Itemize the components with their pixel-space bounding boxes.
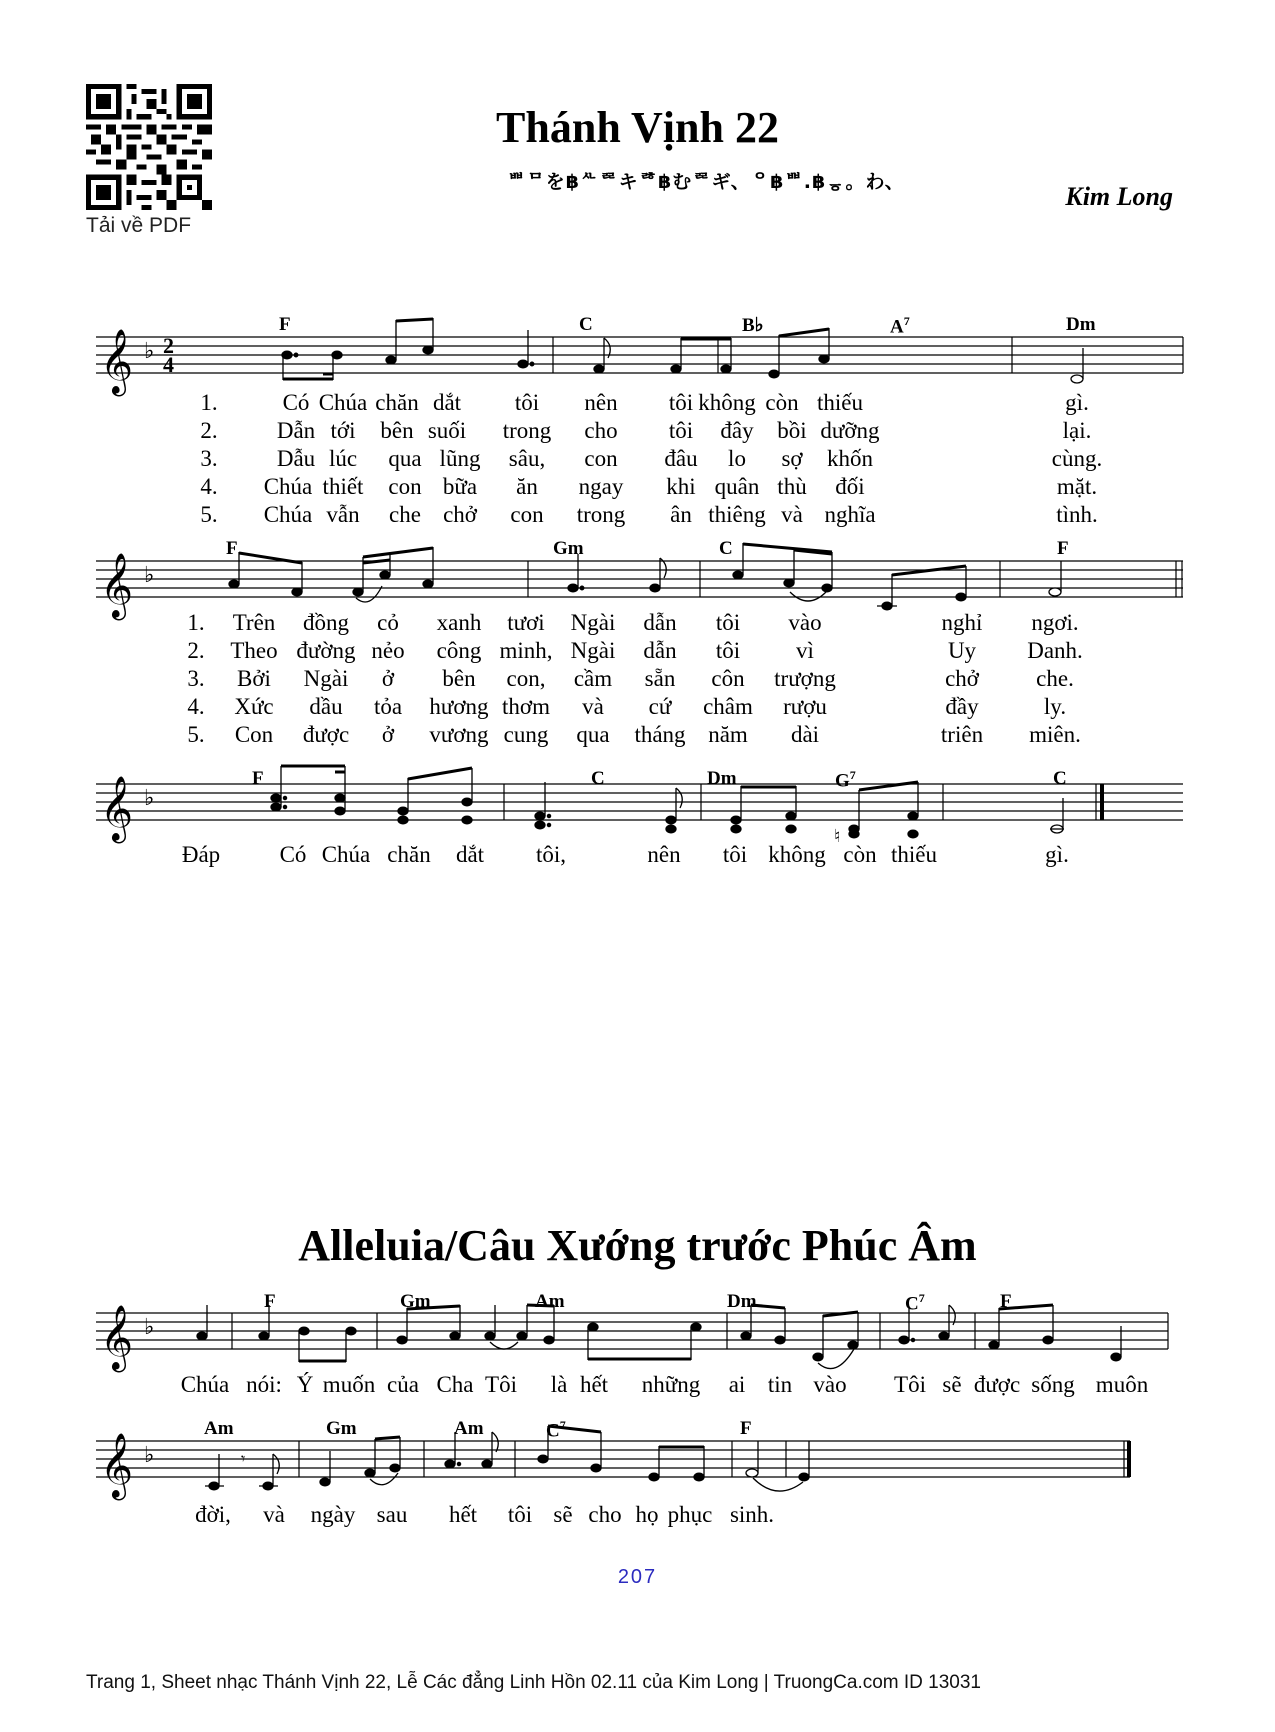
footer-caption: Trang 1, Sheet nhạc Thánh Vịnh 22, Lễ Các đẳng Linh Hồn 02.11 của Kim Long | TruongCa.com ID 13031 bbox=[86, 1672, 982, 1693]
verse-4-lyrics: 4. Chúa thiết con bữa ăn ngay khi quân thù đối mặt. bbox=[200, 474, 1098, 499]
flat-icon: ♭ bbox=[144, 1315, 155, 1340]
eighth-rest-icon: 𝄾 bbox=[241, 1451, 246, 1468]
treble-clef-icon: 𝄞 bbox=[100, 1433, 134, 1498]
chord: F bbox=[740, 1418, 752, 1439]
response-system bbox=[0, 750, 1275, 880]
chord: Am bbox=[204, 1418, 234, 1439]
chord: F bbox=[226, 538, 238, 559]
subtitle: ᄈᄆを฿ᄮᄙキᄚ฿むᄙギ、ᄋ฿ᄈ.฿ᇹ。わ、 bbox=[507, 171, 905, 193]
treble-clef-icon: 𝄞 bbox=[100, 329, 134, 394]
verse-1-lyrics: 1. Trên đồng cỏ xanh tươi Ngài dẫn tôi vào nghỉ ngơi. bbox=[187, 610, 1079, 635]
chord: Gm bbox=[400, 1291, 431, 1312]
verse-2-lyrics: 2. Theo đường nẻo công minh, Ngài dẫn tôi vì Uy Danh. bbox=[187, 638, 1083, 663]
chord: Gm bbox=[553, 538, 584, 559]
section-title: Alleluia/Câu Xướng trước Phúc Âm bbox=[298, 1221, 977, 1270]
chord: $C^7$ bbox=[546, 1418, 566, 1442]
song-title: Thánh Vịnh 22 bbox=[496, 103, 779, 152]
alleluia-lyrics-1: Chúa nói: Ý muốn của Cha Tôi là hết những ai tin vào Tôi sẽ được sống muôn bbox=[180, 1372, 1149, 1397]
chord: F bbox=[264, 1291, 276, 1312]
natural-icon: ♮ bbox=[834, 826, 841, 846]
flat-icon: ♭ bbox=[144, 563, 155, 588]
chord: Dm bbox=[727, 1291, 757, 1312]
chord: Am bbox=[535, 1291, 565, 1312]
chord: C bbox=[579, 314, 593, 335]
psalm-system-2 bbox=[0, 530, 1275, 760]
flat-icon: ♭ bbox=[144, 339, 155, 364]
chord: F bbox=[1000, 1291, 1012, 1312]
chord: $C^7$ bbox=[905, 1291, 925, 1315]
chord: Dm bbox=[707, 768, 737, 789]
treble-clef-icon: 𝄞 bbox=[100, 776, 134, 841]
chord: F bbox=[279, 314, 291, 335]
chord: $A^7$ bbox=[890, 314, 910, 338]
download-pdf-link[interactable]: Tải về PDF bbox=[86, 214, 192, 237]
verse-5-lyrics: 5. Con được ở vương cung qua tháng năm dài triên miên. bbox=[187, 722, 1081, 747]
chord: Dm bbox=[1066, 314, 1096, 335]
verse-1-lyrics: 1. Có Chúa chăn dắt tôi nên tôi không còn thiếu gì. bbox=[200, 390, 1089, 415]
svg-text:4: 4 bbox=[163, 352, 174, 377]
flat-icon: ♭ bbox=[144, 1443, 155, 1468]
chord: Am bbox=[454, 1418, 484, 1439]
verse-3-lyrics: 3. Bởi Ngài ở bên con, cầm sẵn côn trượng chở che. bbox=[187, 666, 1074, 691]
page-number: 207 bbox=[617, 1566, 658, 1588]
alleluia-lyrics-2: đời, và ngày sau hết tôi sẽ cho họ phục sinh. bbox=[195, 1502, 775, 1527]
composer: Kim Long bbox=[1065, 182, 1173, 211]
verse-4-lyrics: 4. Xức dầu tỏa hương thơm và cứ châm rượu đầy ly. bbox=[187, 694, 1067, 719]
chord: C bbox=[1053, 768, 1067, 789]
chord: C bbox=[591, 768, 605, 789]
chord: $G^7$ bbox=[835, 768, 856, 792]
verse-2-lyrics: 2. Dẫn tới bên suối trong cho tôi đây bồi dưỡng lại. bbox=[200, 418, 1092, 443]
alleluia-system-1 bbox=[0, 1280, 1275, 1410]
chord: Gm bbox=[326, 1418, 357, 1439]
alleluia-system-2 bbox=[0, 1410, 1275, 1540]
chord: C bbox=[719, 538, 733, 559]
chord: F bbox=[252, 768, 264, 789]
flat-icon: ♭ bbox=[144, 786, 155, 811]
verse-5-lyrics: 5. Chúa vẫn che chở con trong ân thiêng và nghĩa tình. bbox=[200, 502, 1098, 527]
treble-clef-icon: 𝄞 bbox=[100, 553, 134, 618]
chord: F bbox=[1057, 538, 1069, 559]
svg-text:2: 2 bbox=[163, 333, 174, 358]
response-lyrics: Đáp Có Chúa chăn dắt tôi, nên tôi không còn thiếu gì. bbox=[181, 842, 1069, 867]
psalm-system-1 bbox=[0, 300, 1275, 540]
verse-3-lyrics: 3. Dẫu lúc qua lũng sâu, con đâu lo sợ khốn cùng. bbox=[200, 446, 1103, 471]
chord: B♭ bbox=[742, 315, 764, 336]
treble-clef-icon: 𝄞 bbox=[100, 1305, 134, 1370]
